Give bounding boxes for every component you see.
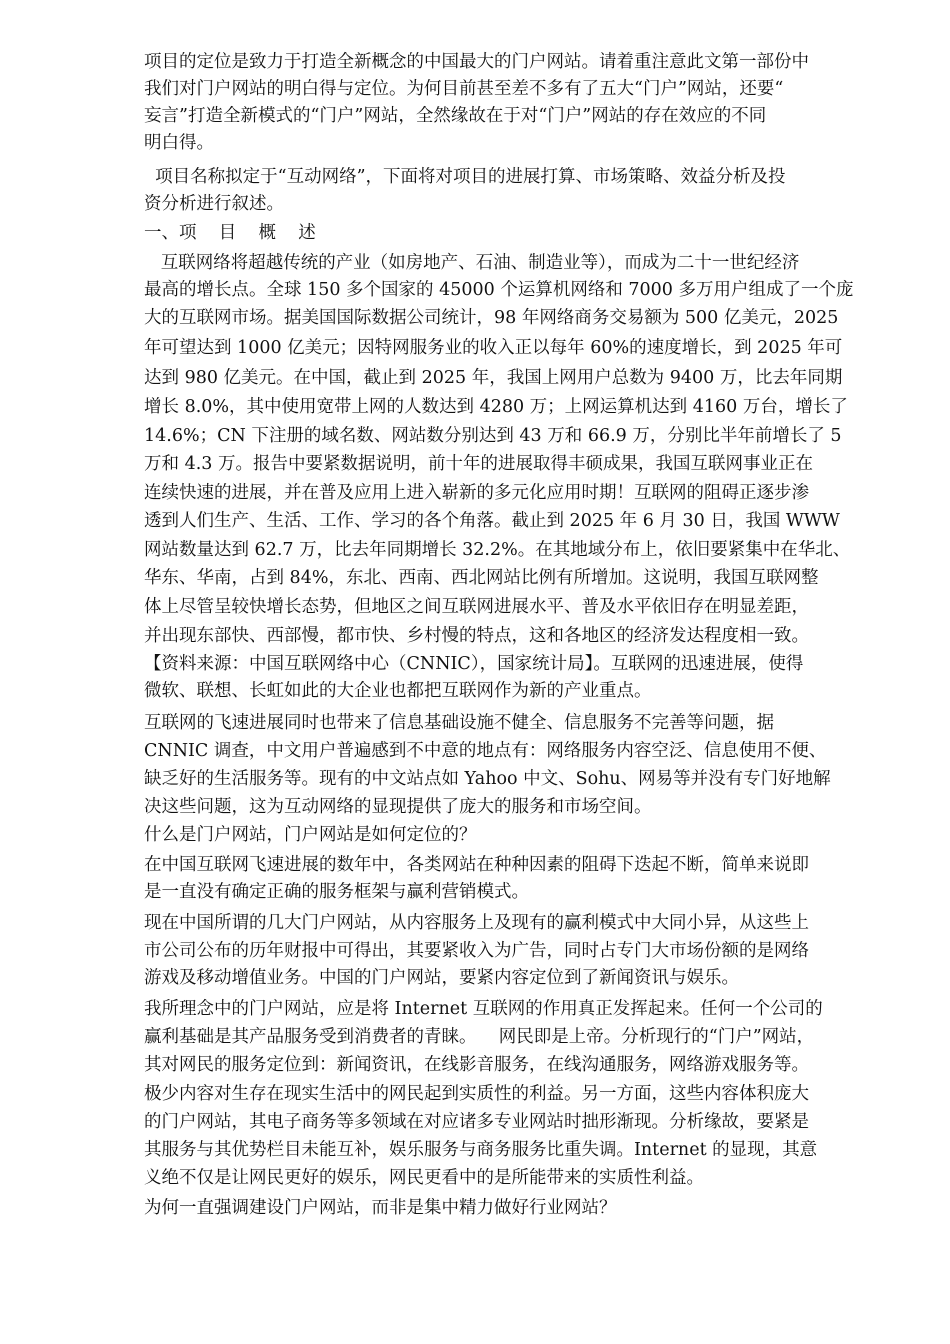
text-line: 微软、联想、长虹如此的大企业也都把互联网作为新的产业重点。 xyxy=(144,681,652,701)
text-line: 大的互联网市场。据美国国际数据公司统计，98 年网络商务交易额为 500 亿美元，2025 xyxy=(144,308,839,328)
text-line: 华东、华南，占到 84%，东北、西南、西北网站比例有所增加。这说明，我国互联网整 xyxy=(144,568,819,588)
text-line: 游戏及移动增值业务。中国的门户网站，要紧内容定位到了新闻资讯与娱乐。 xyxy=(144,968,739,988)
text-line: 市公司公布的历年财报中可得出，其要紧收入为广告，同时占专门大市场份额的是网络 xyxy=(144,941,809,961)
text-line: 最高的增长点。全球 150 多个国家的 45000 个运算机网络和 7000 多万用户组成了一个庞 xyxy=(144,280,854,300)
text-line: 赢利基础是其产品服务受到消费者的青睐。 网民即是上帝。分析现行的“门户”网站， xyxy=(144,1027,815,1047)
text-line: 义绝不仅是让网民更好的娱乐，网民更看中的是所能带来的实质性利益。 xyxy=(144,1168,704,1188)
text-line: 我所理念中的门户网站，应是将 Internet 互联网的作用真正发挥起来。任何一个公司的 xyxy=(144,999,823,1019)
text-line: 明白得。 xyxy=(144,133,214,153)
text-line: 体上尽管呈较快增长态势，但地区之间互联网进展水平、普及水平依旧存在明显差距， xyxy=(144,597,809,617)
text-line: 为何一直强调建设门户网站，而非是集中精力做好行业网站？ xyxy=(144,1198,617,1218)
text-line: 并出现东部快、西部慢，都市快、乡村慢的特点，这和各地区的经济发达程度相一致。 xyxy=(144,626,809,646)
text-line: 项目名称拟定于“互动网络”，下面将对项目的进展打算、市场策略、效益分析及投 xyxy=(144,167,786,187)
text-line: 【资料来源：中国互联网络中心（CNNIC），国家统计局】。互联网的迅速进展，使得 xyxy=(144,654,804,674)
text-line: 达到 980 亿美元。在中国，截止到 2025 年，我国上网用户总数为 9400 万，比去年同期 xyxy=(144,368,843,388)
text-line: 是一直没有确定正确的服务框架与赢利营销模式。 xyxy=(144,882,529,902)
text-line: 14.6%；CN 下注册的域名数、网站数分别达到 43 万和 66.9 万，分别比半年前增长了 5 xyxy=(144,426,842,446)
text-line: 网站数量达到 62.7 万，比去年同期增长 32.2%。在其地域分布上，依旧要紧集中在华北、 xyxy=(144,540,851,560)
text-line: 增长 8.0%，其中使用宽带上网的人数达到 4280 万；上网运算机达到 4160 万台，增长了 xyxy=(144,397,848,417)
text-line: 互联网的飞速进展同时也带来了信息基础设施不健全、信息服务不完善等问题，据 xyxy=(144,713,774,733)
section-heading: 一、项 目 概 述 xyxy=(144,223,316,243)
text-line: 连续快速的进展，并在普及应用上进入崭新的多元化应用时期！互联网的阻碍正逐步渗 xyxy=(144,483,809,503)
text-line: 什么是门户网站，门户网站是如何定位的？ xyxy=(144,825,477,845)
text-line: 现在中国所谓的几大门户网站，从内容服务上及现有的赢利模式中大同小异，从这些上 xyxy=(144,913,809,933)
text-line: 其服务与其优势栏目未能互补，娱乐服务与商务服务比重失调。Internet 的显现，其意 xyxy=(144,1140,818,1160)
text-line: 我们对门户网站的明白得与定位。为何目前甚至差不多有了五大“门户”网站，还要“ xyxy=(144,79,784,99)
text-line: 的门户网站，其电子商务等多领域在对应诸多专业网站时拙形渐现。分析缘故，要紧是 xyxy=(144,1112,809,1132)
text-line: 其对网民的服务定位到：新闻资讯，在线影音服务，在线沟通服务，网络游戏服务等。 xyxy=(144,1055,809,1075)
text-line: 缺乏好的生活服务等。现有的中文站点如 Yahoo 中文、Sohu、网易等并没有专门好地解 xyxy=(144,769,831,789)
text-line: 互联网络将超越传统的产业（如房地产、石油、制造业等），而成为二十一世纪经济 xyxy=(144,253,800,273)
text-line: 决这些问题，这为互动网络的显现提供了庞大的服务和市场空间。 xyxy=(144,797,652,817)
text-line: 万和 4.3 万。报告中要紧数据说明，前十年的进展取得丰硕成果，我国互联网事业正在 xyxy=(144,454,813,474)
text-line: CNNIC 调查，中文用户普遍感到不中意的地点有：网络服务内容空泛、信息使用不便、 xyxy=(144,741,827,761)
text-line: 项目的定位是致力于打造全新概念的中国最大的门户网站。请着重注意此文第一部份中 xyxy=(144,52,809,72)
text-line: 资分析进行叙述。 xyxy=(144,194,284,214)
text-line: 透到人们生产、生活、工作、学习的各个角落。截止到 2025 年 6 月 30 日，我国 WWW xyxy=(144,511,840,531)
text-line: 妄言”打造全新模式的“门户”网站，全然缘故在于对“门户”网站的存在效应的不同 xyxy=(144,106,767,126)
text-line: 年可望达到 1000 亿美元；因特网服务业的收入正以每年 60%的速度增长，到 2025 年可 xyxy=(144,338,843,358)
text-line: 极少内容对生存在现实生活中的网民起到实质性的利益。另一方面，这些内容体积庞大 xyxy=(144,1084,809,1104)
text-line: 在中国互联网飞速进展的数年中，各类网站在种种因素的阻碍下迭起不断，简单来说即 xyxy=(144,855,809,875)
